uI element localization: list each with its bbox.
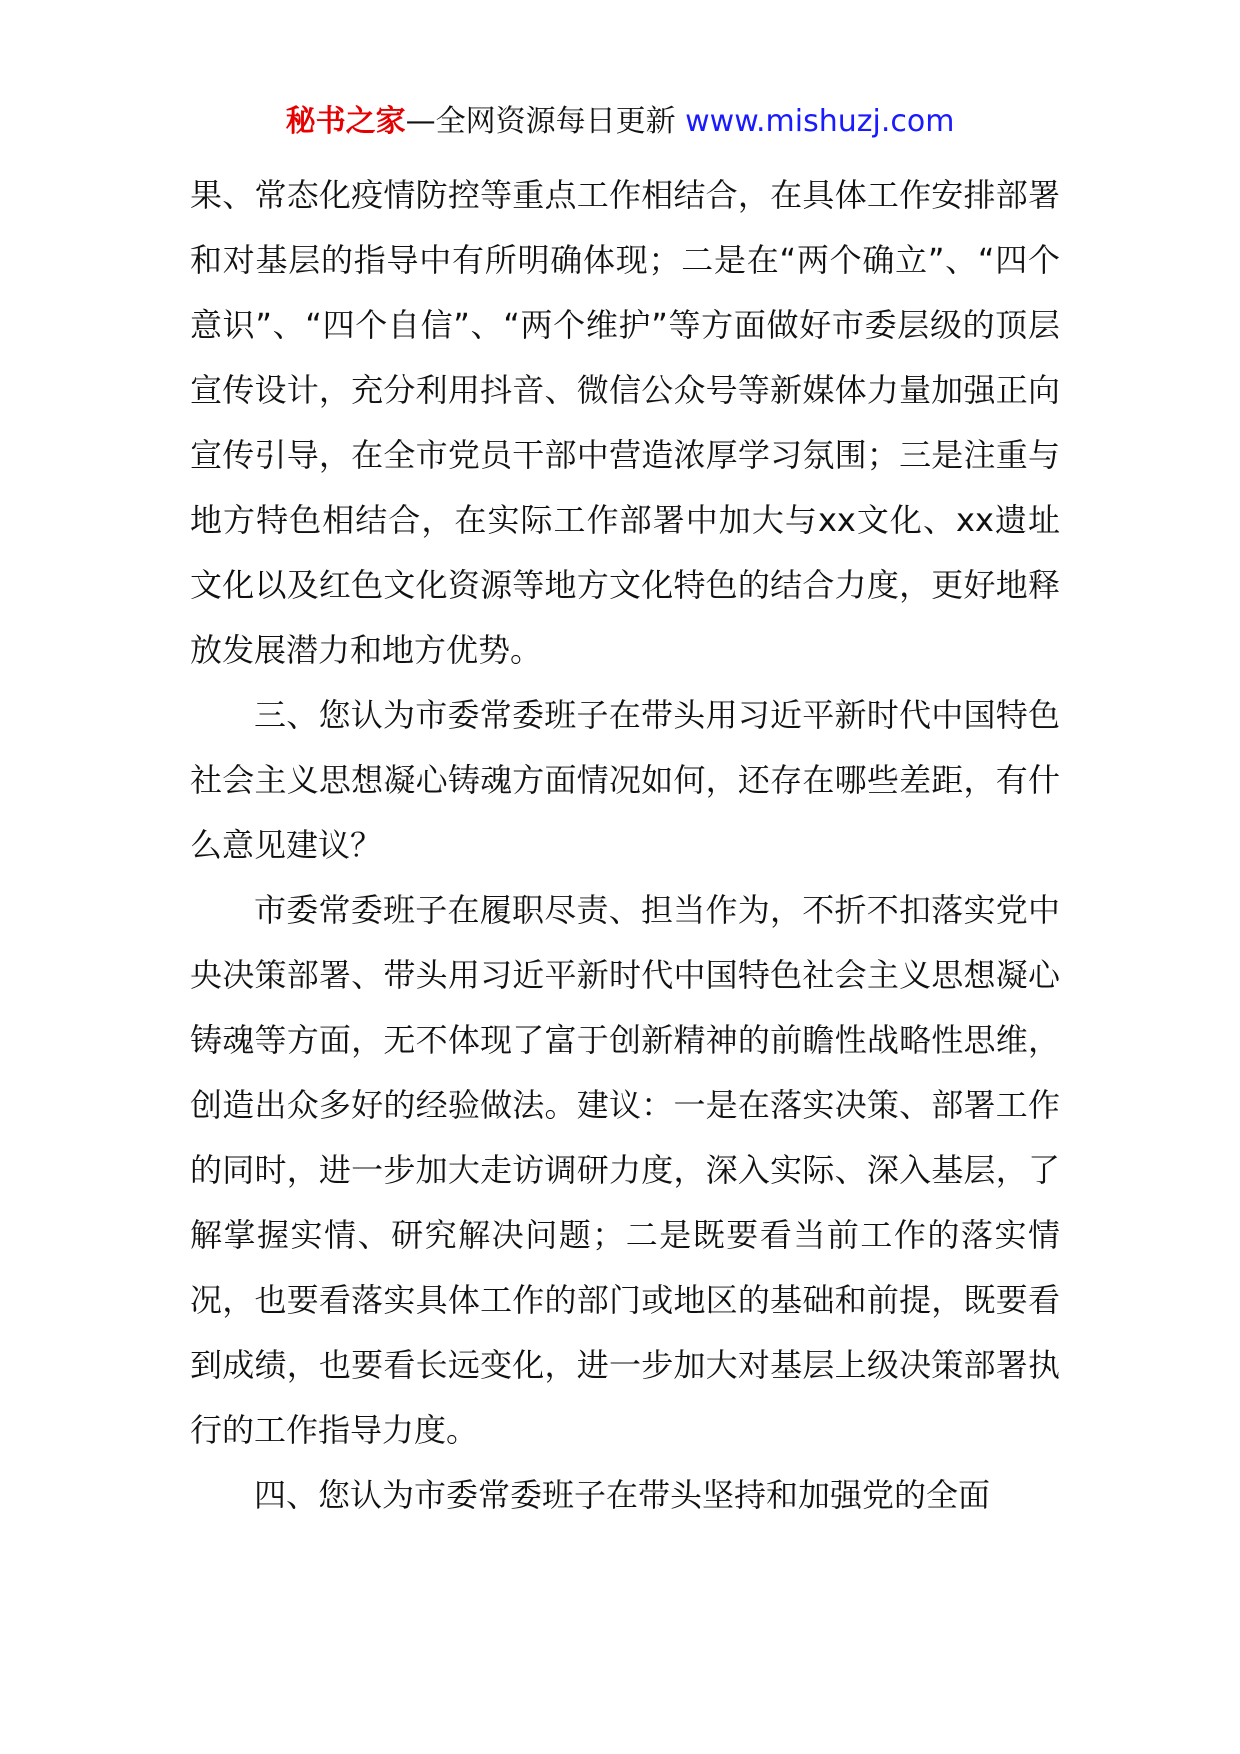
page-header xyxy=(0,100,1240,144)
question-four: 四、您认为市委常委班子在带头坚持和加强党的全面 xyxy=(254,1476,991,1514)
question-three: 三、您认为市委常委班子在带头用习近平新时代中国特色社会主义思想凝心铸魂方面情况如何，还存在哪些差距，有什么意见建议？ xyxy=(190,696,1060,864)
document-body xyxy=(190,163,1060,1528)
website-link[interactable]: www.mishuzj.com xyxy=(685,104,955,139)
header-tagline: —全网资源每日更新 xyxy=(405,104,686,139)
paragraph-continuation: 果、常态化疫情防控等重点工作相结合，在具体工作安排部署和对基层的指导中有所明确体现；二是在“两个确立”、“四个意识”、“四个自信”、“两个维护”等方面做好市委层级的顶层宣传设计，充分利用抖音、微信公众号等新媒体力量加强正向宣传引导，在全市党员干部中营造浓厚学习氛围；三是注重与地方特色相结合，在实际工作部署中加大与xx文化、xx遗址文化以及红色文化资源等地方文化特色的结合力度，更好地释放发展潜力和地方优势。 xyxy=(190,176,1060,669)
answer-three: 市委常委班子在履职尽责、担当作为，不折不扣落实党中央决策部署、带头用习近平新时代中国特色社会主义思想凝心铸魂等方面，无不体现了富于创新精神的前瞻性战略性思维，创造出众多好的经验做法。建议：一是在落实决策、部署工作的同时，进一步加大走访调研力度，深入实际、深入基层，了解掌握实情、研究解决问题；二是既要看当前工作的落实情况，也要看落实具体工作的部门或地区的基础和前提，既要看到成绩，也要看长远变化，进一步加大对基层上级决策部署执行的工作指导力度。 xyxy=(190,891,1060,1449)
brand-name: 秘书之家 xyxy=(285,104,406,139)
